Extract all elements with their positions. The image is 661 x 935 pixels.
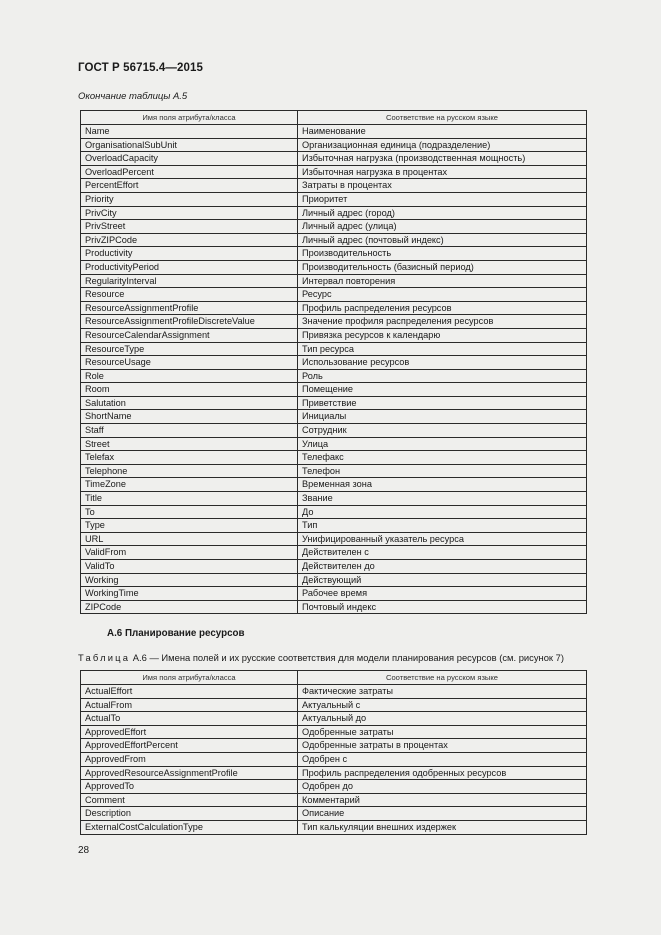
table-row xyxy=(81,587,587,601)
field-name-cell: Telefax xyxy=(81,451,298,465)
table-row xyxy=(81,396,587,410)
section-title: А.6 Планирование ресурсов xyxy=(107,628,245,639)
table-row xyxy=(81,712,587,726)
russian-term-cell: Действителен с xyxy=(298,546,587,560)
field-name-cell: Staff xyxy=(81,424,298,438)
russian-term-cell: Интервал повторения xyxy=(298,274,587,288)
table-a5-caption: Окончание таблицы А.5 xyxy=(78,91,188,102)
russian-term-cell: Тип ресурса xyxy=(298,342,587,356)
table-row xyxy=(81,125,587,139)
russian-term-cell: Профиль распределения ресурсов xyxy=(298,301,587,315)
table-a6-caption-label: Таблица xyxy=(78,652,131,663)
table-row xyxy=(81,560,587,574)
table-a6-body xyxy=(81,685,587,835)
field-name-cell: URL xyxy=(81,532,298,546)
table-row xyxy=(81,328,587,342)
russian-term-cell: До xyxy=(298,505,587,519)
russian-term-cell: Звание xyxy=(298,492,587,506)
russian-term-cell: Одобрен до xyxy=(298,780,587,794)
table-row xyxy=(81,206,587,220)
table-row xyxy=(81,505,587,519)
russian-term-cell: Использование ресурсов xyxy=(298,356,587,370)
field-name-cell: Room xyxy=(81,383,298,397)
field-name-cell: Title xyxy=(81,492,298,506)
russian-term-cell: Привязка ресурсов к календарю xyxy=(298,328,587,342)
field-name-cell: RegularityInterval xyxy=(81,274,298,288)
russian-term-cell: Профиль распределения одобренных ресурсов xyxy=(298,766,587,780)
table-row xyxy=(81,532,587,546)
table-row xyxy=(81,274,587,288)
field-name-cell: ApprovedEffortPercent xyxy=(81,739,298,753)
field-name-cell: ValidTo xyxy=(81,560,298,574)
russian-term-cell: Комментарий xyxy=(298,793,587,807)
field-name-cell: TimeZone xyxy=(81,478,298,492)
table-row xyxy=(81,220,587,234)
russian-term-cell: Личный адрес (почтовый индекс) xyxy=(298,233,587,247)
field-name-cell: ResourceCalendarAssignment xyxy=(81,328,298,342)
table-row xyxy=(81,383,587,397)
russian-term-cell: Актуальный до xyxy=(298,712,587,726)
field-name-cell: ResourceAssignmentProfileDiscreteValue xyxy=(81,315,298,329)
field-name-cell: Street xyxy=(81,437,298,451)
table-row xyxy=(81,138,587,152)
russian-term-cell: Роль xyxy=(298,369,587,383)
field-name-cell: OrganisationalSubUnit xyxy=(81,138,298,152)
table-row xyxy=(81,752,587,766)
field-name-cell: OverloadCapacity xyxy=(81,152,298,166)
table-row xyxy=(81,424,587,438)
table-row xyxy=(81,573,587,587)
table-a5-body xyxy=(81,125,587,614)
russian-term-cell: Организационная единица (подразделение) xyxy=(298,138,587,152)
russian-term-cell: Почтовый индекс xyxy=(298,600,587,614)
russian-term-cell: Улица xyxy=(298,437,587,451)
table-row xyxy=(81,451,587,465)
russian-term-cell: Действителен до xyxy=(298,560,587,574)
table-row xyxy=(81,437,587,451)
table-row xyxy=(81,820,587,834)
russian-term-cell: Актуальный с xyxy=(298,698,587,712)
field-name-cell: ProductivityPeriod xyxy=(81,260,298,274)
field-name-cell: ExternalCostCalculationType xyxy=(81,820,298,834)
table-row xyxy=(81,301,587,315)
field-name-cell: Name xyxy=(81,125,298,139)
russian-term-cell: Рабочее время xyxy=(298,587,587,601)
russian-term-cell: Сотрудник xyxy=(298,424,587,438)
field-name-cell: Comment xyxy=(81,793,298,807)
russian-term-cell: Инициалы xyxy=(298,410,587,424)
table-row xyxy=(81,492,587,506)
field-name-cell: PrivStreet xyxy=(81,220,298,234)
russian-term-cell: Одобренные затраты xyxy=(298,725,587,739)
standard-header: ГОСТ Р 56715.4—2015 xyxy=(78,62,203,74)
table-row xyxy=(81,793,587,807)
table-row xyxy=(81,342,587,356)
russian-term-cell: Одобрен с xyxy=(298,752,587,766)
table-row xyxy=(81,519,587,533)
table-row xyxy=(81,247,587,261)
russian-term-cell: Избыточная нагрузка (производственная мощность) xyxy=(298,152,587,166)
russian-term-cell: Временная зона xyxy=(298,478,587,492)
table-row xyxy=(81,780,587,794)
table-row xyxy=(81,725,587,739)
russian-term-cell: Действующий xyxy=(298,573,587,587)
russian-term-cell: Приветствие xyxy=(298,396,587,410)
table-a6 xyxy=(80,670,587,835)
table-row xyxy=(81,766,587,780)
table-row xyxy=(81,369,587,383)
table-row xyxy=(81,356,587,370)
table-row xyxy=(81,685,587,699)
field-name-cell: ShortName xyxy=(81,410,298,424)
table-row xyxy=(81,698,587,712)
table-row xyxy=(81,478,587,492)
table-a6-caption-text: А.6 — Имена полей и их русские соответствия для модели планирования ресурсов (см. рисунок 7) xyxy=(130,652,564,663)
russian-term-cell: Телефакс xyxy=(298,451,587,465)
table-row xyxy=(81,179,587,193)
russian-term-cell: Тип калькуляции внешних издержек xyxy=(298,820,587,834)
russian-term-cell: Наименование xyxy=(298,125,587,139)
table-row xyxy=(81,288,587,302)
column-header-field-name: Имя поля атрибута/класса xyxy=(81,111,298,125)
table-row xyxy=(81,739,587,753)
table-row xyxy=(81,546,587,560)
table-row xyxy=(81,464,587,478)
table-row xyxy=(81,165,587,179)
field-name-cell: ApprovedResourceAssignmentProfile xyxy=(81,766,298,780)
field-name-cell: ValidFrom xyxy=(81,546,298,560)
russian-term-cell: Избыточная нагрузка в процентах xyxy=(298,165,587,179)
field-name-cell: ActualEffort xyxy=(81,685,298,699)
field-name-cell: ActualFrom xyxy=(81,698,298,712)
column-header-russian: Соответствие на русском языке xyxy=(298,671,587,685)
russian-term-cell: Фактические затраты xyxy=(298,685,587,699)
table-row xyxy=(81,315,587,329)
russian-term-cell: Описание xyxy=(298,807,587,821)
russian-term-cell: Телефон xyxy=(298,464,587,478)
table-a5 xyxy=(80,110,587,614)
field-name-cell: Productivity xyxy=(81,247,298,261)
table-row xyxy=(81,260,587,274)
table-a6-caption xyxy=(78,652,564,663)
field-name-cell: WorkingTime xyxy=(81,587,298,601)
russian-term-cell: Одобренные затраты в процентах xyxy=(298,739,587,753)
field-name-cell: Salutation xyxy=(81,396,298,410)
table-row xyxy=(81,807,587,821)
field-name-cell: Role xyxy=(81,369,298,383)
table-row xyxy=(81,233,587,247)
table-row xyxy=(81,152,587,166)
field-name-cell: PrivZIPCode xyxy=(81,233,298,247)
field-name-cell: Resource xyxy=(81,288,298,302)
table-row xyxy=(81,600,587,614)
table-header-row xyxy=(81,671,587,685)
field-name-cell: Type xyxy=(81,519,298,533)
field-name-cell: OverloadPercent xyxy=(81,165,298,179)
field-name-cell: Working xyxy=(81,573,298,587)
field-name-cell: ResourceUsage xyxy=(81,356,298,370)
field-name-cell: ResourceAssignmentProfile xyxy=(81,301,298,315)
russian-term-cell: Тип xyxy=(298,519,587,533)
field-name-cell: Priority xyxy=(81,192,298,206)
russian-term-cell: Затраты в процентах xyxy=(298,179,587,193)
field-name-cell: PercentEffort xyxy=(81,179,298,193)
field-name-cell: Description xyxy=(81,807,298,821)
field-name-cell: Telephone xyxy=(81,464,298,478)
table-header-row xyxy=(81,111,587,125)
russian-term-cell: Значение профиля распределения ресурсов xyxy=(298,315,587,329)
field-name-cell: ApprovedFrom xyxy=(81,752,298,766)
russian-term-cell: Личный адрес (город) xyxy=(298,206,587,220)
field-name-cell: PrivCity xyxy=(81,206,298,220)
column-header-russian: Соответствие на русском языке xyxy=(298,111,587,125)
table-row xyxy=(81,410,587,424)
column-header-field-name: Имя поля атрибута/класса xyxy=(81,671,298,685)
page-number: 28 xyxy=(78,845,90,856)
field-name-cell: ApprovedEffort xyxy=(81,725,298,739)
russian-term-cell: Унифицированный указатель ресурса xyxy=(298,532,587,546)
russian-term-cell: Ресурс xyxy=(298,288,587,302)
russian-term-cell: Производительность (базисный период) xyxy=(298,260,587,274)
field-name-cell: ApprovedTo xyxy=(81,780,298,794)
russian-term-cell: Помещение xyxy=(298,383,587,397)
russian-term-cell: Личный адрес (улица) xyxy=(298,220,587,234)
table-row xyxy=(81,192,587,206)
field-name-cell: ZIPCode xyxy=(81,600,298,614)
russian-term-cell: Приоритет xyxy=(298,192,587,206)
field-name-cell: ActualTo xyxy=(81,712,298,726)
field-name-cell: ResourceType xyxy=(81,342,298,356)
russian-term-cell: Производительность xyxy=(298,247,587,261)
field-name-cell: To xyxy=(81,505,298,519)
